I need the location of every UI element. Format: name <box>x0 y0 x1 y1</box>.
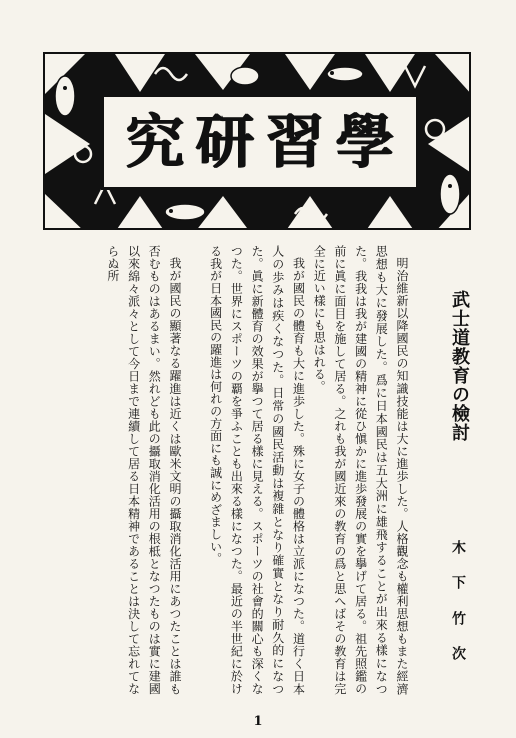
author-char: 木 <box>450 540 466 554</box>
header-banner <box>43 52 471 230</box>
header-title-char: 習 <box>265 108 324 176</box>
article-author <box>448 540 468 660</box>
header-title-char: 學 <box>335 108 394 176</box>
author-char: 下 <box>450 575 466 590</box>
header-title <box>101 94 419 190</box>
body-paragraph: 明治維新以降國民の知識技能は大に進歩した。人格觀念も權利思想もまた經濟思想も大に發展した。爲に日本國民は五大洲に雄飛することが出來る樣になつた。我我は我が建國の精神に從ひ愼かに進歩發展の實を擧げて居る。祖先照鑑の前に眞に面目を施して居る。之れも我が國近來の教育の爲と思へばその教育は完全に近い樣にも思はれる。 <box>312 245 409 695</box>
header-title-char: 研 <box>195 108 254 176</box>
article-body <box>66 245 412 695</box>
body-paragraph: 我が國民の體育も大に進歩した。殊に女子の體格は立派になつた。道行く日本人の歩みは疾くなつた。日常の國民活動は複雜となり確實となり耐久的になつた。眞に新體育の效果が擧つて居る樣に見える。スポーツの社會的關心も深くなつた。世界にスポーツの覇を爭ふことも出來る樣になつた。最近の半世紀に於ける我が日本國民の躍進は何れの方面にも誠にめざましい。 <box>208 245 306 695</box>
header-title-char: 究 <box>126 108 185 176</box>
article-title: 武士道教育の檢討 <box>449 290 470 442</box>
body-paragraph: 我が國民の顯著なる躍進は近くは歐米文明の攝取消化活用にあつたことは誰も否むものはあるまい。然れども此の攝取消化活用の根柢となつたものは實に建國以來綿々派々として今日まで連續して居る日本精神であることは決して忘れてならぬ所 <box>105 245 182 695</box>
author-char: 竹 <box>450 610 466 625</box>
page-number: 1 <box>253 714 263 729</box>
author-char: 次 <box>450 645 466 660</box>
